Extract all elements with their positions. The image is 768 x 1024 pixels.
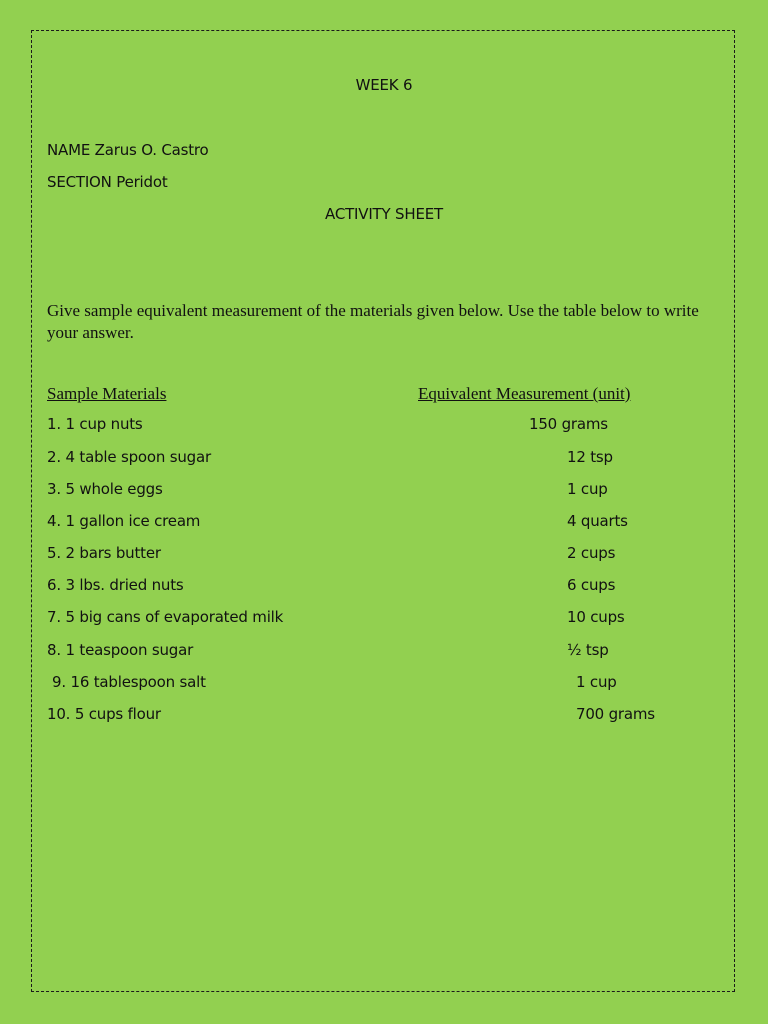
material-row-1: 1. 1 cup nuts xyxy=(47,415,143,433)
measurement-row-5: 2 cups xyxy=(567,544,616,562)
measurement-row-9: 1 cup xyxy=(576,673,617,691)
name-line: NAME Zarus O. Castro xyxy=(47,141,209,159)
material-row-4: 4. 1 gallon ice cream xyxy=(47,512,201,530)
material-row-6: 6. 3 lbs. dried nuts xyxy=(47,576,184,594)
measurement-row-6: 6 cups xyxy=(567,576,616,594)
week-heading: WEEK 6 xyxy=(355,76,413,94)
header-measurement: Equivalent Measurement (unit) xyxy=(418,384,631,403)
measurement-row-2: 12 tsp xyxy=(567,448,613,466)
material-row-8: 8. 1 teaspoon sugar xyxy=(47,641,194,659)
material-row-9: 9. 16 tablespoon salt xyxy=(52,673,206,691)
material-row-3: 3. 5 whole eggs xyxy=(47,480,163,498)
instructions: Give sample equivalent measurement of the materials given below. Use the table below to write your answer. xyxy=(47,301,699,342)
header-materials: Sample Materials xyxy=(47,384,167,403)
measurement-row-8: ½ tsp xyxy=(567,641,609,659)
measurement-row-4: 4 quarts xyxy=(567,512,628,530)
measurement-row-7: 10 cups xyxy=(567,608,625,626)
material-row-2: 2. 4 table spoon sugar xyxy=(47,448,211,466)
measurement-row-1: 150 grams xyxy=(529,415,608,433)
measurement-row-3: 1 cup xyxy=(567,480,608,498)
measurement-row-10: 700 grams xyxy=(576,705,655,723)
material-row-10: 10. 5 cups flour xyxy=(47,705,161,723)
section-line: SECTION Peridot xyxy=(47,173,168,191)
activity-title: ACTIVITY SHEET xyxy=(325,205,443,223)
material-row-7: 7. 5 big cans of evaporated milk xyxy=(47,608,284,626)
material-row-5: 5. 2 bars butter xyxy=(47,544,161,562)
